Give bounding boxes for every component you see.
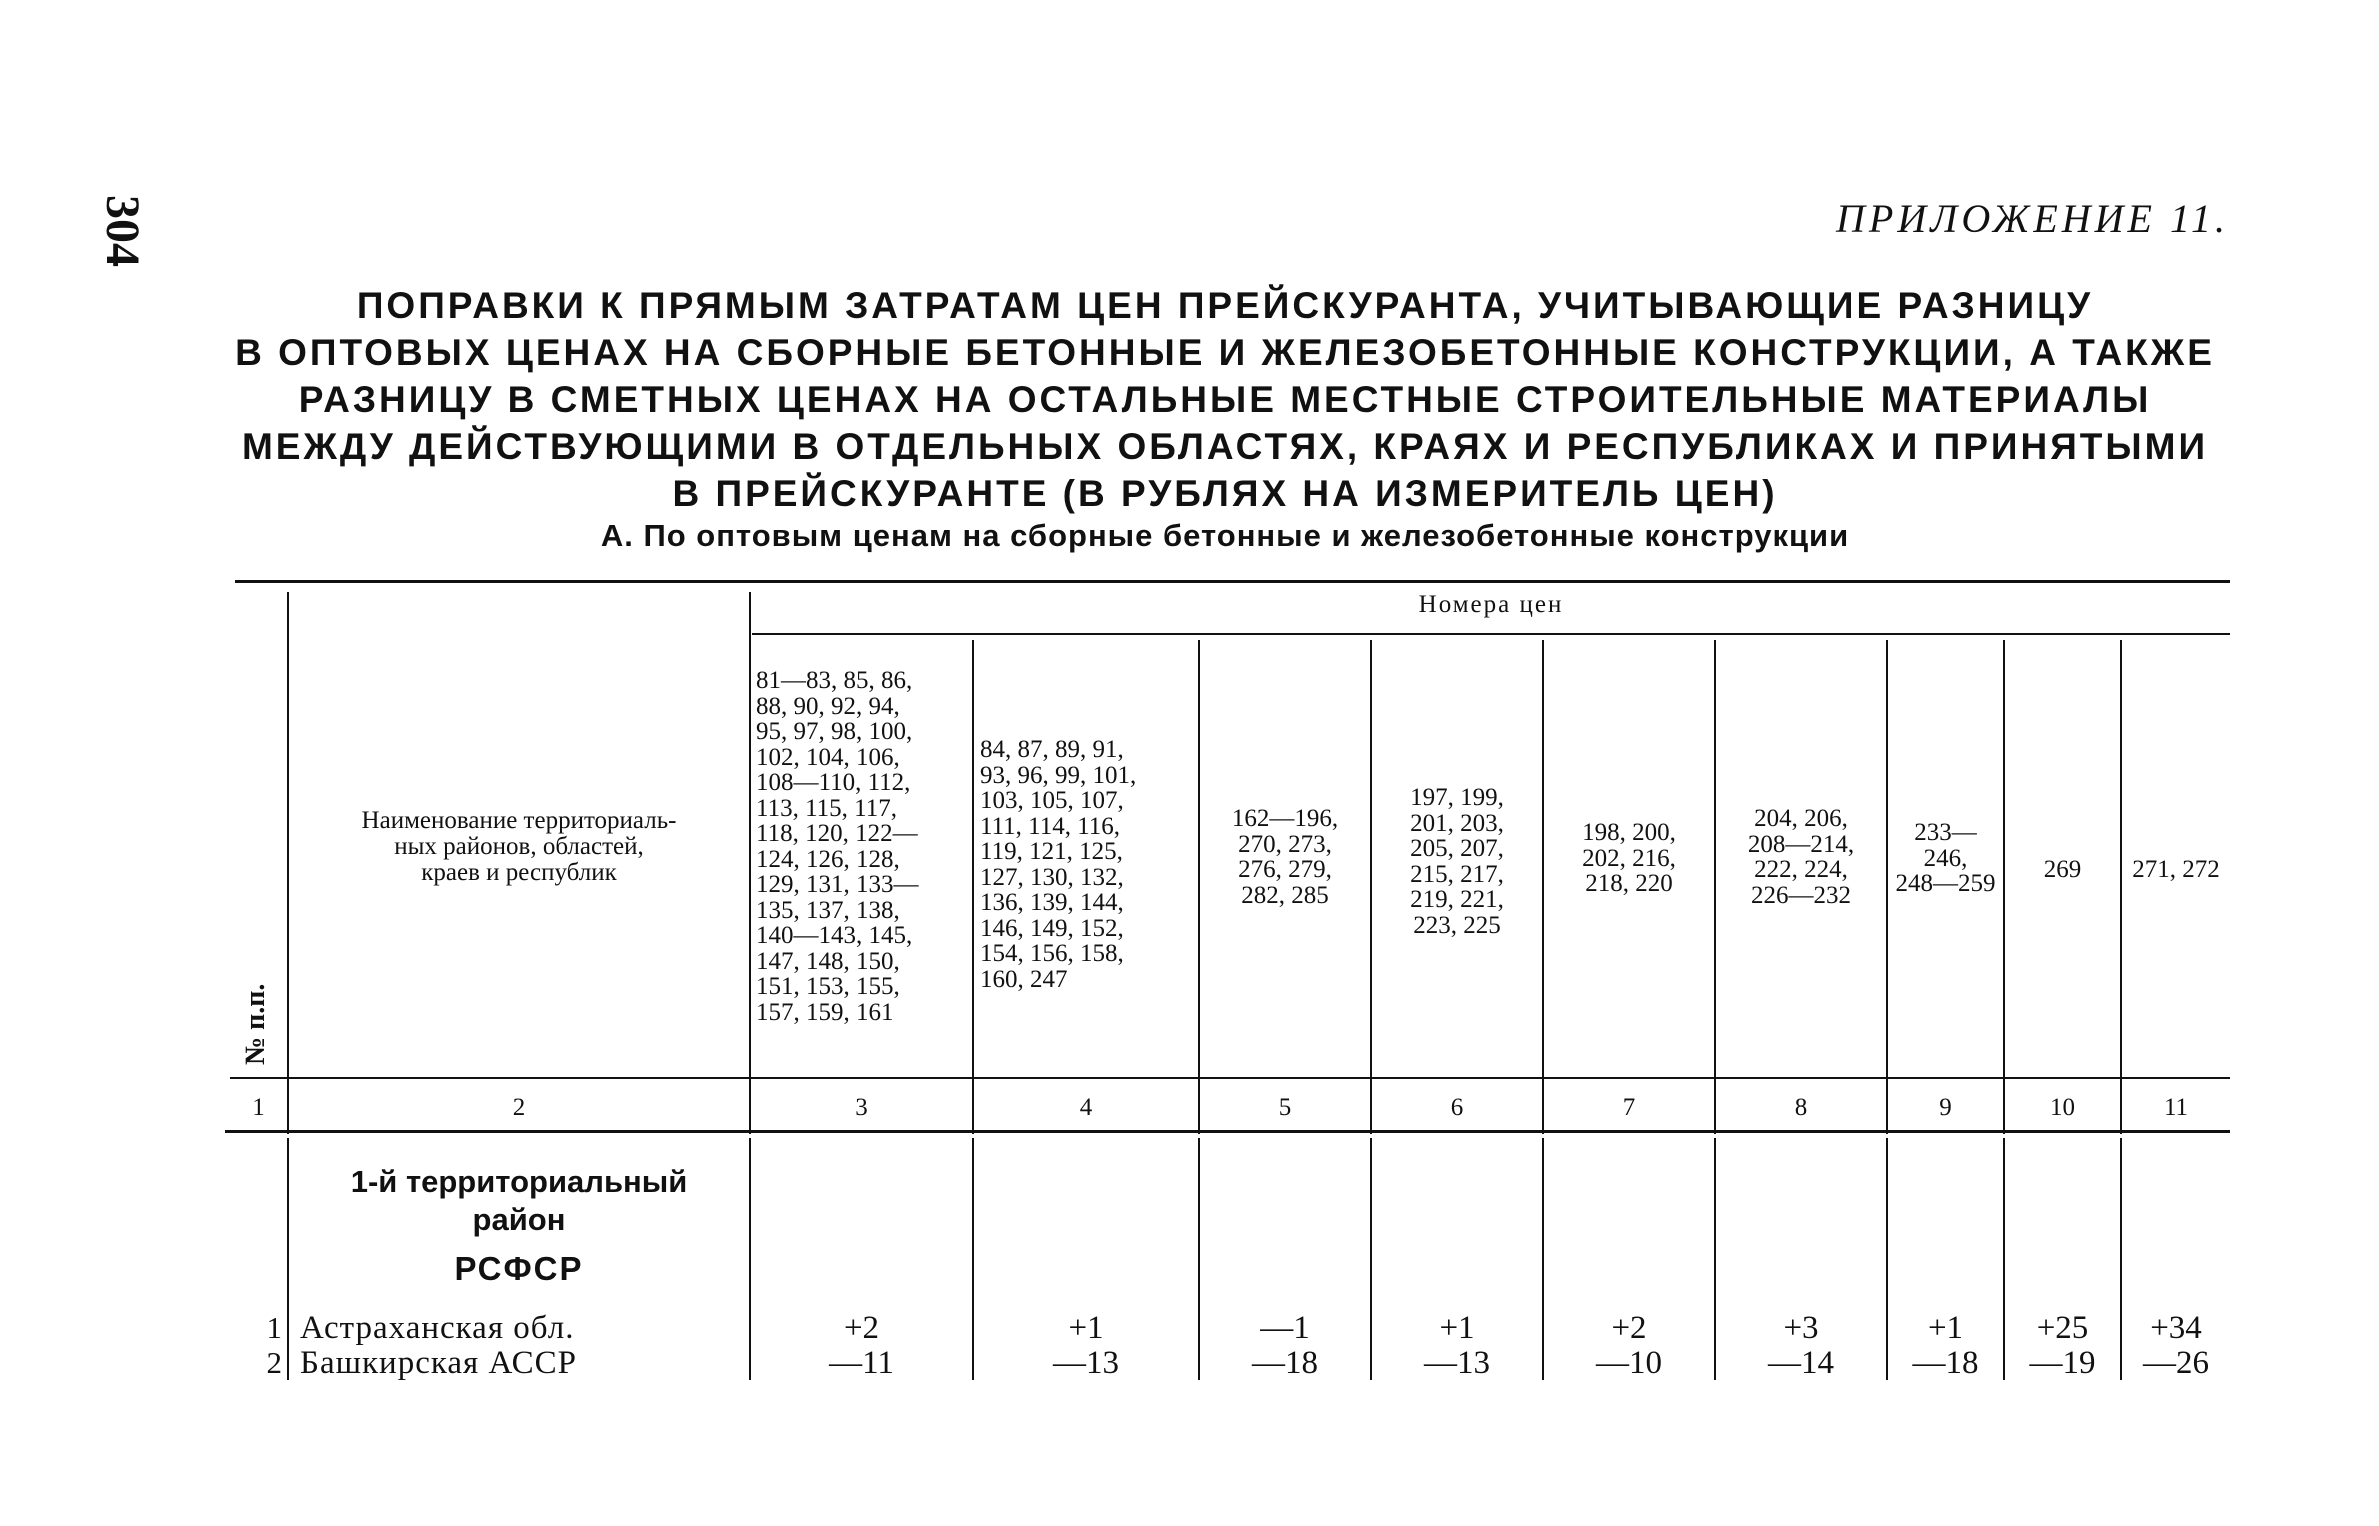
price-header-col9: 233— 246, 248—259: [1895, 819, 1996, 897]
price-header-col5: 162—196, 270, 273, 276, 279, 282, 285: [1231, 805, 1339, 909]
column-number: 4: [1079, 1094, 1093, 1121]
header-bottom-rule: [230, 1077, 2230, 1079]
price-header-col8: 204, 206, 208—214, 222, 224, 226—232: [1747, 805, 1855, 909]
table-cell: —14: [1768, 1345, 1834, 1381]
section-title-line: 1-й территориальный: [350, 1164, 688, 1199]
table-cell: —18: [1252, 1345, 1318, 1381]
group-header: Номера цен: [1418, 591, 1564, 618]
table-cell: +1: [1439, 1310, 1475, 1346]
table-cell: —26: [2143, 1345, 2209, 1381]
title-line: В ОПТОВЫХ ЦЕНАХ НА СБОРНЫЕ БЕТОННЫЕ И ЖЕЛЕЗОБЕТОННЫЕ КОНСТРУКЦИИ, А ТАКЖЕ: [235, 332, 2215, 373]
column-divider: [749, 592, 751, 1134]
column-number: 9: [1939, 1094, 1952, 1121]
table-cell: —18: [1912, 1345, 1979, 1381]
table-cell: —13: [1424, 1345, 1490, 1381]
section-title-line: район: [472, 1202, 566, 1237]
row-number: 2: [266, 1345, 282, 1380]
republic-title: РСФСР: [454, 1250, 584, 1287]
name-header-line: ных районов, областей,: [394, 833, 644, 860]
document-title: [230, 282, 2220, 517]
table-cell: +2: [843, 1310, 880, 1346]
column-divider: [2003, 640, 2005, 1134]
table-cell: —11: [829, 1345, 894, 1381]
table-cell: +34: [2150, 1310, 2202, 1346]
name-header: [295, 808, 743, 886]
table-cell: —13: [1053, 1345, 1119, 1381]
price-header-col7: 198, 200, 202, 216, 218, 220: [1582, 819, 1676, 897]
table-cell: —1: [1260, 1310, 1310, 1346]
table-cell: +3: [1783, 1310, 1819, 1346]
column-divider: [287, 592, 289, 1134]
section-title: [289, 1163, 749, 1239]
price-header-col3: 81—83, 85, 86, 88, 90, 92, 94, 95, 97, 98, 100, 102, 104, 106, 108—110, 112, 113, 115, 117, 118, 120, 122— 124, 126, 128, 129, 131, 133— 135, 137, 138, 140—143, 145, 147, 148, 150, 151, 153, 155, 157, 159, 161: [756, 667, 919, 1026]
row-name: Башкирская АССР: [300, 1345, 578, 1381]
table-cell: +1: [1068, 1310, 1104, 1346]
table-cell: +1: [1927, 1310, 1964, 1346]
row-name: Астраханская обл.: [300, 1310, 575, 1346]
np-header: № п.п.: [240, 983, 271, 1065]
column-number: 1: [252, 1094, 265, 1121]
column-number: 2: [512, 1094, 526, 1121]
appendix-label: ПРИЛОЖЕНИЕ 11.: [1836, 196, 2229, 241]
column-number: 11: [2163, 1094, 2189, 1121]
column-number: 5: [1278, 1094, 1292, 1121]
column-number: 6: [1450, 1094, 1464, 1121]
title-line: МЕЖДУ ДЕЙСТВУЮЩИМИ В ОТДЕЛЬНЫХ ОБЛАСТЯХ, КРАЯХ И РЕСПУБЛИКАХ И ПРИНЯТЫМИ: [241, 426, 2209, 467]
title-line: В ПРЕЙСКУРАНТЕ (В РУБЛЯХ НА ИЗМЕРИТЕЛЬ ЦЕН): [672, 473, 1778, 514]
table-cell: +25: [2036, 1310, 2089, 1346]
table-cell: +2: [1611, 1310, 1647, 1346]
name-header-line: краев и республик: [421, 859, 617, 886]
column-number: 7: [1622, 1094, 1636, 1121]
row-number: 1: [266, 1310, 282, 1345]
price-header-col6: 197, 199, 201, 203, 205, 207, 215, 217, 219, 221, 223, 225: [1410, 784, 1504, 939]
name-header-line: Наименование территориаль-: [361, 807, 677, 834]
column-number: 8: [1794, 1094, 1808, 1121]
title-line: РАЗНИЦУ В СМЕТНЫХ ЦЕНАХ НА ОСТАЛЬНЫЕ МЕСТНЫЕ СТРОИТЕЛЬНЫЕ МАТЕРИАЛЫ: [298, 379, 2152, 420]
price-header-col10: 269: [2043, 856, 2082, 883]
column-divider: [972, 640, 974, 1134]
section-subtitle: А. По оптовым ценам на сборные бетонные и железобетонные конструкции: [600, 518, 1850, 553]
column-numbers-rule: [225, 1130, 2230, 1133]
table-cell: —19: [2029, 1345, 2096, 1381]
page-number: 304: [96, 195, 149, 267]
price-header-col4: 84, 87, 89, 91, 93, 96, 99, 101, 103, 105, 107, 111, 114, 116, 119, 121, 125, 127, 130, 132, 136, 139, 144, 146, 149, 152, 154, 156, 158, 160, 247: [980, 736, 1137, 993]
column-divider: [2120, 640, 2122, 1134]
price-header-col11: 271, 272: [2132, 856, 2220, 883]
table-top-rule: [235, 580, 2230, 583]
group-header-rule: [752, 633, 2230, 635]
table-cell: —10: [1596, 1345, 1662, 1381]
column-number: 10: [2050, 1094, 2075, 1121]
title-line: ПОПРАВКИ К ПРЯМЫМ ЗАТРАТАМ ЦЕН ПРЕЙСКУРАНТА, УЧИТЫВАЮЩИЕ РАЗНИЦУ: [356, 285, 2094, 326]
column-number: 3: [855, 1094, 868, 1121]
